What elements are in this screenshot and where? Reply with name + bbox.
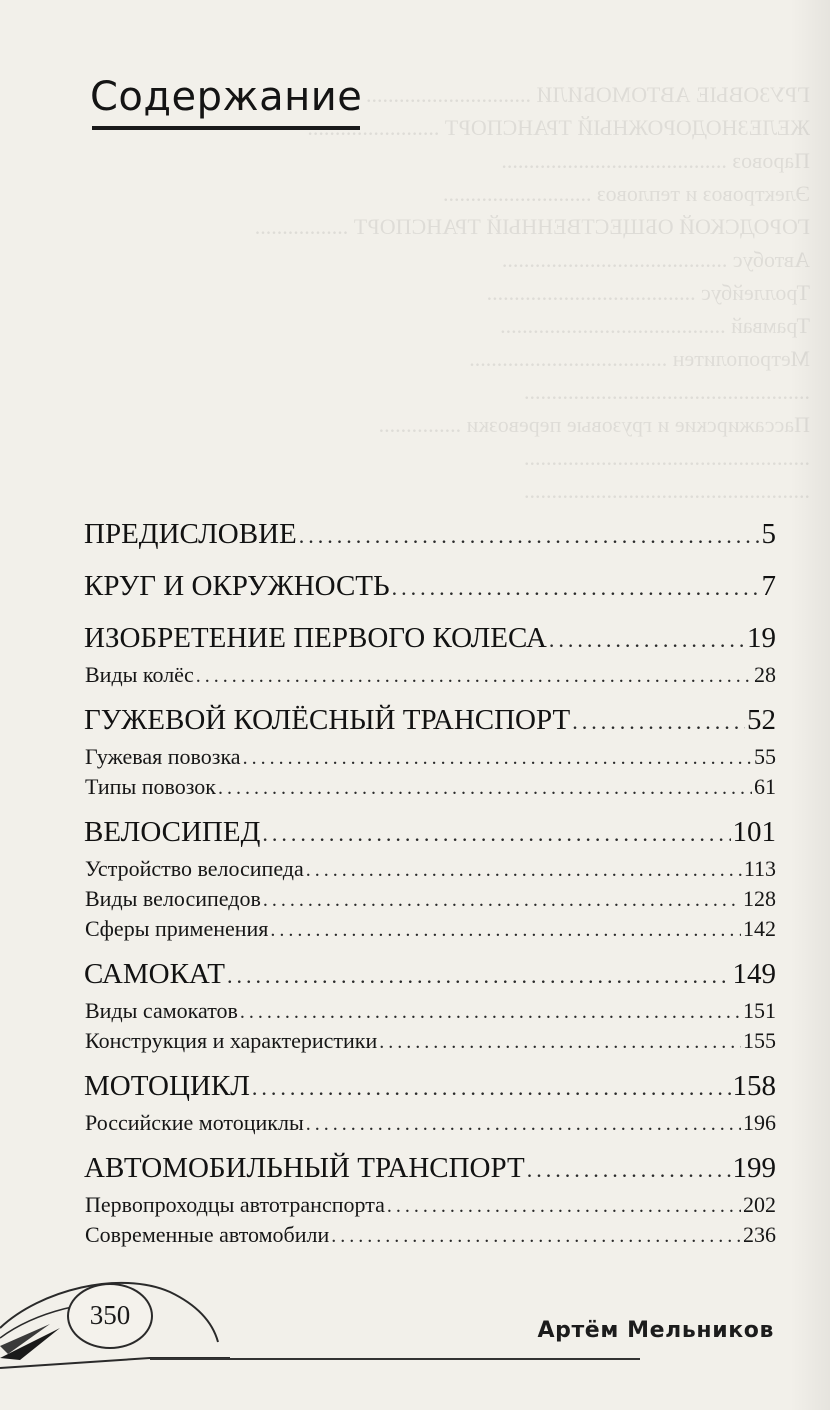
section-title: Первопроходцы автотранспорта xyxy=(85,1192,385,1217)
dot-leader xyxy=(263,885,741,915)
dot-leader xyxy=(392,566,760,610)
toc-chapter-group xyxy=(84,564,776,608)
section-title: Гужевая повозка xyxy=(85,744,241,769)
toc-chapter-entry[interactable] xyxy=(84,810,776,854)
section-page-number: 202 xyxy=(743,1192,776,1217)
footer-rule xyxy=(150,1358,640,1360)
section-title: Сферы применения xyxy=(85,916,269,941)
author-name: Артём Мельников xyxy=(537,1318,774,1343)
dot-leader xyxy=(218,773,752,803)
page-edge-shadow xyxy=(790,0,830,1410)
dot-leader xyxy=(527,1148,731,1192)
section-title: Типы повозок xyxy=(85,774,216,799)
toc-section-entry[interactable] xyxy=(84,1026,776,1056)
section-page-number: 142 xyxy=(743,916,776,941)
toc-chapter-entry[interactable] xyxy=(84,564,776,608)
toc-chapter-entry[interactable] xyxy=(84,952,776,996)
toc-section-entry[interactable] xyxy=(84,854,776,884)
dot-leader xyxy=(306,855,742,885)
chapter-page-number: 101 xyxy=(732,816,776,848)
toc-chapter-group xyxy=(84,1146,776,1250)
page-title: Содержание xyxy=(90,74,363,120)
chapter-page-number: 149 xyxy=(732,958,776,990)
dot-leader xyxy=(196,661,752,691)
section-page-number: 28 xyxy=(754,662,776,687)
dot-leader xyxy=(240,997,741,1027)
chapter-title: ВЕЛОСИПЕД xyxy=(84,816,261,848)
section-page-number: 55 xyxy=(754,744,776,769)
dot-leader xyxy=(252,1066,731,1110)
toc-chapter-group xyxy=(84,616,776,690)
section-title: Устройство велосипеда xyxy=(85,856,304,881)
chapter-page-number: 52 xyxy=(747,704,776,736)
section-page-number: 236 xyxy=(743,1222,776,1247)
toc-section-entry[interactable] xyxy=(84,996,776,1026)
chapter-title: ИЗОБРЕТЕНИЕ ПЕРВОГО КОЛЕСА xyxy=(84,622,547,654)
dot-leader xyxy=(549,618,745,662)
dot-leader xyxy=(379,1027,741,1057)
chapter-page-number: 199 xyxy=(732,1152,776,1184)
toc-chapter-group xyxy=(84,512,776,556)
section-title: Российские мотоциклы xyxy=(85,1110,304,1135)
section-page-number: 196 xyxy=(743,1110,776,1135)
toc-chapter-group xyxy=(84,952,776,1056)
section-title: Конструкция и характеристики xyxy=(85,1028,378,1053)
dot-leader xyxy=(331,1221,741,1251)
section-title: Виды велосипедов xyxy=(85,886,261,911)
chapter-page-number: 158 xyxy=(732,1070,776,1102)
toc-chapter-group xyxy=(84,698,776,802)
section-title: Виды колёс xyxy=(85,662,194,687)
section-title: Современные автомобили xyxy=(85,1222,330,1247)
table-of-contents xyxy=(84,512,776,1258)
toc-section-entry[interactable] xyxy=(84,914,776,944)
toc-chapter-entry[interactable] xyxy=(84,512,776,556)
reverse-page-bleed: ГРУЗОВЫЕ АВТОМОБИЛИ .............................. ЖЕЛЕЗНОДОРОЖНЫЙ ТРАНСПОРТ ........................ Паровоз ......................................... Электровоз и тепловоз ........................... ГОРОДСКОЙ ОБЩЕСТВЕННЫЙ ТРАНСПОРТ ................. Автобус ......................................... Троллейбус ...................................... Трамвай ......................................... Метрополитен .................................... .................................................... Пассажирские и грузовые перевозки ............... .................................................... .................................................... xyxy=(254,82,810,503)
chapter-title: АВТОМОБИЛЬНЫЙ ТРАНСПОРТ xyxy=(84,1152,525,1184)
toc-section-entry[interactable] xyxy=(84,660,776,690)
chapter-title: ПРЕДИСЛОВИЕ xyxy=(84,518,297,550)
section-page-number: 113 xyxy=(743,856,776,881)
dot-leader xyxy=(306,1109,741,1139)
section-page-number: 151 xyxy=(743,998,776,1023)
toc-section-entry[interactable] xyxy=(84,1220,776,1250)
page-number-badge: 350 xyxy=(67,1283,153,1349)
section-title: Виды самокатов xyxy=(85,998,238,1023)
section-page-number: 155 xyxy=(743,1028,776,1053)
dot-leader xyxy=(243,743,752,773)
dot-leader xyxy=(270,915,741,945)
chapter-title: ГУЖЕВОЙ КОЛЁСНЫЙ ТРАНСПОРТ xyxy=(84,704,571,736)
dot-leader xyxy=(572,700,745,744)
toc-section-entry[interactable] xyxy=(84,1108,776,1138)
dot-leader xyxy=(227,954,730,998)
dot-leader xyxy=(262,812,730,856)
toc-section-entry[interactable] xyxy=(84,1190,776,1220)
toc-chapter-group xyxy=(84,1064,776,1138)
toc-chapter-entry[interactable] xyxy=(84,698,776,742)
toc-chapter-entry[interactable] xyxy=(84,1064,776,1108)
chapter-page-number: 5 xyxy=(761,518,776,550)
chapter-title: МОТОЦИКЛ xyxy=(84,1070,250,1102)
toc-chapter-entry[interactable] xyxy=(84,1146,776,1190)
toc-chapter-group xyxy=(84,810,776,944)
chapter-title: САМОКАТ xyxy=(84,958,226,990)
chapter-page-number: 7 xyxy=(761,570,776,602)
dot-leader xyxy=(299,514,760,558)
dot-leader xyxy=(387,1191,741,1221)
toc-section-entry[interactable] xyxy=(84,742,776,772)
chapter-page-number: 19 xyxy=(747,622,776,654)
section-page-number: 61 xyxy=(754,774,776,799)
section-page-number: 128 xyxy=(743,886,776,911)
toc-chapter-entry[interactable] xyxy=(84,616,776,660)
toc-section-entry[interactable] xyxy=(84,772,776,802)
chapter-title: КРУГ И ОКРУЖНОСТЬ xyxy=(84,570,390,602)
toc-section-entry[interactable] xyxy=(84,884,776,914)
title-underline xyxy=(92,126,360,130)
